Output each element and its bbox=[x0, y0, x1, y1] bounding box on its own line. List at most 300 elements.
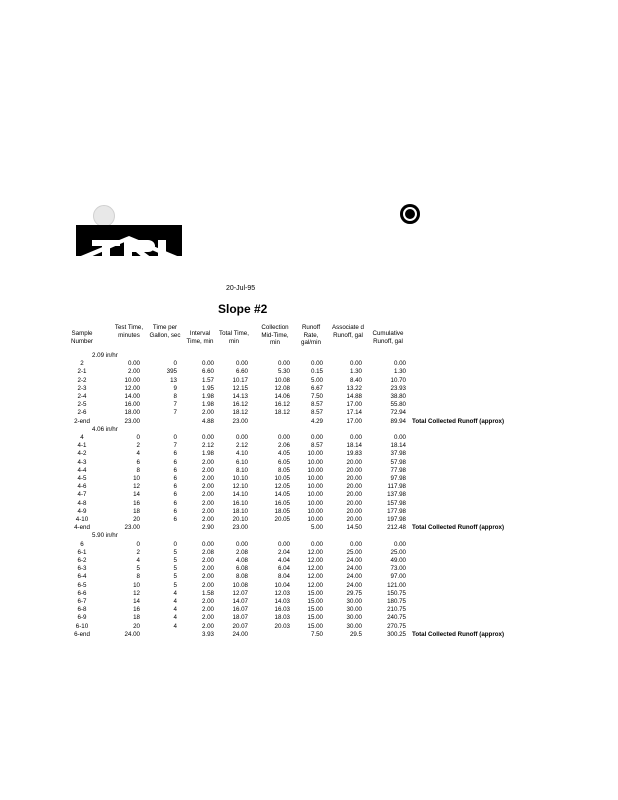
cell-total-time: 10.10 bbox=[232, 475, 248, 482]
cell-time-per-gallon: 5 bbox=[173, 557, 177, 564]
cell-test-time: 6 bbox=[136, 458, 140, 466]
cell-total-time: 20.10 bbox=[232, 516, 248, 523]
cell-associated-runoff: 20.00 bbox=[346, 491, 362, 499]
cell-total-time: 16.12 bbox=[232, 401, 248, 409]
cell-cumulative-runoff: 25.00 bbox=[390, 548, 406, 556]
cell-total-time: 0.00 bbox=[235, 434, 248, 441]
cell-sample: 2-2 bbox=[77, 376, 87, 384]
cell-test-time: 8 bbox=[136, 466, 140, 474]
cell-cumulative-runoff: 73.00 bbox=[390, 565, 406, 573]
cell-collection-mid-time: 8.05 bbox=[277, 466, 290, 474]
cell-associated-runoff: 14.50 bbox=[346, 524, 362, 532]
cell-interval-time: 0.00 bbox=[201, 360, 214, 368]
cell-associated-runoff: 20.00 bbox=[346, 516, 362, 523]
cell-runoff-rate: 0.00 bbox=[310, 360, 323, 368]
header-collection-mid-time: Collection Mid-Time, min bbox=[261, 324, 289, 347]
cell-cumulative-runoff: 180.75 bbox=[387, 598, 406, 605]
cell-cumulative-runoff: 212.48 bbox=[387, 524, 406, 532]
cell-interval-time: 2.00 bbox=[201, 622, 214, 630]
cell-test-time: 14 bbox=[133, 491, 140, 499]
cell-total-time: 23.00 bbox=[232, 524, 248, 532]
cell-sample: 4-8 bbox=[77, 499, 87, 507]
cell-runoff-rate: 6.67 bbox=[310, 384, 323, 392]
cell-time-per-gallon: 4 bbox=[173, 614, 177, 622]
cell-sample: 4-end bbox=[74, 524, 90, 532]
cell-cumulative-runoff: 177.98 bbox=[387, 507, 406, 515]
cell-collection-mid-time: 2.06 bbox=[277, 442, 290, 450]
cell-total-time: 6.60 bbox=[235, 368, 248, 376]
cell-total-time: 24.00 bbox=[232, 630, 248, 638]
cell-total-time: 0.00 bbox=[235, 540, 248, 548]
cell-sample: 2 bbox=[80, 360, 84, 368]
cell-collection-mid-time: 16.05 bbox=[274, 499, 290, 507]
cell-collection-mid-time: 20.03 bbox=[274, 622, 290, 630]
cell-cumulative-runoff: 57.98 bbox=[390, 458, 406, 466]
cell-cumulative-runoff: 121.00 bbox=[387, 581, 406, 589]
cell-runoff-rate: 4.29 bbox=[310, 417, 323, 425]
cell-time-per-gallon: 6 bbox=[173, 483, 177, 491]
cell-associated-runoff: 13.22 bbox=[346, 384, 362, 392]
cell-collection-mid-time: 12.08 bbox=[274, 384, 290, 392]
cell-interval-time: 2.00 bbox=[201, 573, 214, 581]
cell-cumulative-runoff: 0.00 bbox=[393, 434, 406, 441]
cell-total-time: 4.10 bbox=[235, 450, 248, 458]
cell-total-time: 4.08 bbox=[235, 557, 248, 564]
cell-associated-runoff: 30.00 bbox=[346, 622, 362, 630]
cell-associated-runoff: 24.00 bbox=[346, 565, 362, 573]
cell-interval-time: 1.95 bbox=[201, 384, 214, 392]
cell-runoff-rate: 5.00 bbox=[310, 376, 323, 384]
cell-collection-mid-time: 0.00 bbox=[277, 434, 290, 441]
cell-interval-time: 2.00 bbox=[201, 606, 214, 614]
cell-associated-runoff: 20.00 bbox=[346, 483, 362, 491]
rainfall-rate-label: 4.06 in/hr bbox=[92, 425, 118, 433]
cell-total-time: 10.17 bbox=[232, 376, 248, 384]
cell-cumulative-runoff: 210.75 bbox=[387, 606, 406, 614]
cell-cumulative-runoff: 38.80 bbox=[390, 393, 406, 400]
cell-total-time: 18.10 bbox=[232, 507, 248, 515]
cell-test-time: 2.00 bbox=[127, 368, 140, 376]
cell-interval-time: 2.90 bbox=[201, 524, 214, 532]
total-collected-note: Total Collected Runoff (approx) bbox=[412, 524, 505, 532]
cell-runoff-rate: 8.57 bbox=[310, 409, 323, 417]
cell-interval-time: 1.98 bbox=[201, 401, 214, 409]
cell-runoff-rate: 7.50 bbox=[310, 630, 323, 638]
cell-interval-time: 2.00 bbox=[201, 491, 214, 499]
cell-cumulative-runoff: 1.30 bbox=[393, 368, 406, 376]
cell-runoff-rate: 7.50 bbox=[310, 393, 323, 400]
cell-cumulative-runoff: 150.75 bbox=[387, 589, 406, 597]
cell-time-per-gallon: 395 bbox=[166, 368, 177, 376]
cell-interval-time: 6.60 bbox=[201, 368, 214, 376]
cell-associated-runoff: 17.00 bbox=[346, 401, 362, 409]
cell-test-time: 14 bbox=[133, 598, 140, 605]
tri-logo bbox=[76, 225, 182, 258]
cell-total-time: 6.08 bbox=[235, 565, 248, 573]
cell-collection-mid-time: 18.05 bbox=[274, 507, 290, 515]
table-row bbox=[72, 523, 532, 532]
cell-cumulative-runoff: 240.75 bbox=[387, 614, 406, 622]
cell-test-time: 16 bbox=[133, 499, 140, 507]
cell-collection-mid-time: 0.00 bbox=[277, 540, 290, 548]
cell-sample: 2-1 bbox=[77, 368, 87, 376]
cell-associated-runoff: 0.00 bbox=[349, 434, 362, 441]
cell-sample: 6-5 bbox=[77, 581, 87, 589]
cell-collection-mid-time: 5.30 bbox=[277, 368, 290, 376]
cell-runoff-rate: 12.00 bbox=[307, 581, 323, 589]
cell-total-time: 14.10 bbox=[232, 491, 248, 499]
cell-test-time: 0 bbox=[136, 540, 140, 548]
cell-interval-time: 2.00 bbox=[201, 516, 214, 523]
cell-associated-runoff: 25.00 bbox=[346, 548, 362, 556]
cell-interval-time: 0.00 bbox=[201, 434, 214, 441]
cell-cumulative-runoff: 37.98 bbox=[390, 450, 406, 458]
cell-associated-runoff: 17.00 bbox=[346, 417, 362, 425]
cell-associated-runoff: 24.00 bbox=[346, 557, 362, 564]
cell-total-time: 10.08 bbox=[232, 581, 248, 589]
cell-runoff-rate: 5.00 bbox=[310, 524, 323, 532]
cell-cumulative-runoff: 97.00 bbox=[390, 573, 406, 581]
cell-associated-runoff: 30.00 bbox=[346, 614, 362, 622]
cell-sample: 6-2 bbox=[77, 557, 87, 564]
cell-collection-mid-time: 14.03 bbox=[274, 598, 290, 605]
cell-collection-mid-time: 18.12 bbox=[274, 409, 290, 417]
cell-time-per-gallon: 9 bbox=[173, 384, 177, 392]
cell-cumulative-runoff: 77.98 bbox=[390, 466, 406, 474]
cell-associated-runoff: 1.30 bbox=[349, 368, 362, 376]
cell-sample: 6-6 bbox=[77, 589, 87, 597]
cell-sample: 2-3 bbox=[77, 384, 87, 392]
cell-collection-mid-time: 10.08 bbox=[274, 376, 290, 384]
cell-interval-time: 2.00 bbox=[201, 565, 214, 573]
cell-runoff-rate: 0.00 bbox=[310, 540, 323, 548]
cell-test-time: 20 bbox=[133, 516, 140, 523]
cell-sample: 6 bbox=[80, 540, 84, 548]
cell-runoff-rate: 15.00 bbox=[307, 622, 323, 630]
rainfall-rate-label: 5.90 in/hr bbox=[92, 532, 118, 540]
cell-interval-time: 2.00 bbox=[201, 475, 214, 482]
cell-associated-runoff: 24.00 bbox=[346, 573, 362, 581]
cell-sample: 4 bbox=[80, 434, 84, 441]
cell-collection-mid-time: 16.12 bbox=[274, 401, 290, 409]
cell-sample: 2-end bbox=[74, 417, 90, 425]
cell-associated-runoff: 17.14 bbox=[346, 409, 362, 417]
cell-cumulative-runoff: 72.94 bbox=[390, 409, 406, 417]
cell-interval-time: 1.57 bbox=[201, 376, 214, 384]
cell-runoff-rate: 10.00 bbox=[307, 499, 323, 507]
header-total-time: Total Time, min bbox=[219, 330, 249, 345]
cell-test-time: 20 bbox=[133, 622, 140, 630]
cell-associated-runoff: 24.00 bbox=[346, 581, 362, 589]
cell-interval-time: 2.00 bbox=[201, 466, 214, 474]
cell-runoff-rate: 15.00 bbox=[307, 589, 323, 597]
cell-interval-time: 2.00 bbox=[201, 507, 214, 515]
cell-time-per-gallon: 0 bbox=[173, 540, 177, 548]
cell-interval-time: 1.98 bbox=[201, 450, 214, 458]
cell-associated-runoff: 19.83 bbox=[346, 450, 362, 458]
cell-time-per-gallon: 6 bbox=[173, 499, 177, 507]
cell-interval-time: 3.93 bbox=[201, 630, 214, 638]
cell-time-per-gallon: 4 bbox=[173, 606, 177, 614]
cell-test-time: 18 bbox=[133, 614, 140, 622]
cell-runoff-rate: 8.57 bbox=[310, 401, 323, 409]
cell-sample: 4-4 bbox=[77, 466, 87, 474]
cell-total-time: 23.00 bbox=[232, 417, 248, 425]
cell-interval-time: 2.00 bbox=[201, 409, 214, 417]
cell-test-time: 10.00 bbox=[124, 376, 140, 384]
cell-time-per-gallon: 5 bbox=[173, 581, 177, 589]
cell-total-time: 16.07 bbox=[232, 606, 248, 614]
cell-interval-time: 1.98 bbox=[201, 393, 214, 400]
cell-test-time: 4 bbox=[136, 557, 140, 564]
cell-interval-time: 2.00 bbox=[201, 458, 214, 466]
cell-runoff-rate: 12.00 bbox=[307, 557, 323, 564]
cell-sample: 4-5 bbox=[77, 475, 87, 482]
cell-cumulative-runoff: 89.94 bbox=[390, 417, 406, 425]
cell-cumulative-runoff: 18.14 bbox=[390, 442, 406, 450]
cell-test-time: 12 bbox=[133, 589, 140, 597]
cell-total-time: 18.07 bbox=[232, 614, 248, 622]
cell-associated-runoff: 20.00 bbox=[346, 499, 362, 507]
cell-associated-runoff: 29.5 bbox=[349, 630, 362, 638]
total-collected-note: Total Collected Runoff (approx) bbox=[412, 630, 505, 638]
cell-test-time: 23.00 bbox=[124, 524, 140, 532]
cell-time-per-gallon: 4 bbox=[173, 598, 177, 605]
cell-time-per-gallon: 4 bbox=[173, 589, 177, 597]
header-runoff-rate: Runoff Rate, gal/min bbox=[301, 324, 321, 347]
cell-cumulative-runoff: 23.93 bbox=[390, 384, 406, 392]
cell-cumulative-runoff: 55.80 bbox=[390, 401, 406, 409]
cell-associated-runoff: 20.00 bbox=[346, 475, 362, 482]
cell-collection-mid-time: 14.05 bbox=[274, 491, 290, 499]
cell-associated-runoff: 29.75 bbox=[346, 589, 362, 597]
cell-total-time: 12.10 bbox=[232, 483, 248, 491]
cell-test-time: 14.00 bbox=[124, 393, 140, 400]
cell-test-time: 4 bbox=[136, 450, 140, 458]
cell-total-time: 2.08 bbox=[235, 548, 248, 556]
cell-total-time: 2.12 bbox=[235, 442, 248, 450]
cell-sample: 2-6 bbox=[77, 409, 87, 417]
cell-interval-time: 2.00 bbox=[201, 557, 214, 564]
cell-associated-runoff: 8.40 bbox=[349, 376, 362, 384]
cell-cumulative-runoff: 49.00 bbox=[390, 557, 406, 564]
cell-test-time: 2 bbox=[136, 442, 140, 450]
cell-test-time: 12.00 bbox=[124, 384, 140, 392]
cell-interval-time: 2.00 bbox=[201, 499, 214, 507]
cell-interval-time: 2.12 bbox=[201, 442, 214, 450]
cell-test-time: 23.00 bbox=[124, 417, 140, 425]
cell-collection-mid-time: 16.03 bbox=[274, 606, 290, 614]
cell-time-per-gallon: 6 bbox=[173, 450, 177, 458]
cell-time-per-gallon: 6 bbox=[173, 507, 177, 515]
cell-runoff-rate: 15.00 bbox=[307, 598, 323, 605]
cell-total-time: 12.15 bbox=[232, 384, 248, 392]
cell-collection-mid-time: 10.04 bbox=[274, 581, 290, 589]
cell-associated-runoff: 30.00 bbox=[346, 598, 362, 605]
cell-collection-mid-time: 14.06 bbox=[274, 393, 290, 400]
cell-time-per-gallon: 7 bbox=[173, 442, 177, 450]
cell-collection-mid-time: 6.05 bbox=[277, 458, 290, 466]
cell-time-per-gallon: 4 bbox=[173, 622, 177, 630]
cell-test-time: 2 bbox=[136, 548, 140, 556]
cell-interval-time: 2.00 bbox=[201, 598, 214, 605]
cell-associated-runoff: 0.00 bbox=[349, 540, 362, 548]
cell-cumulative-runoff: 0.00 bbox=[393, 540, 406, 548]
cell-test-time: 12 bbox=[133, 483, 140, 491]
cell-sample: 6-3 bbox=[77, 565, 87, 573]
cell-associated-runoff: 0.00 bbox=[349, 360, 362, 368]
cell-cumulative-runoff: 117.98 bbox=[387, 483, 406, 491]
cell-interval-time: 2.00 bbox=[201, 483, 214, 491]
cell-interval-time: 4.88 bbox=[201, 417, 214, 425]
report-date: 20-Jul-95 bbox=[226, 285, 256, 292]
cell-collection-mid-time: 4.04 bbox=[277, 557, 290, 564]
punch-hole-right bbox=[400, 204, 420, 224]
cell-test-time: 18.00 bbox=[124, 409, 140, 417]
cell-sample: 4-9 bbox=[77, 507, 87, 515]
cell-test-time: 10 bbox=[133, 475, 140, 482]
cell-sample: 4-2 bbox=[77, 450, 87, 458]
cell-associated-runoff: 20.00 bbox=[346, 458, 362, 466]
cell-interval-time: 2.00 bbox=[201, 581, 214, 589]
cell-time-per-gallon: 8 bbox=[173, 393, 177, 400]
cell-time-per-gallon: 7 bbox=[173, 401, 177, 409]
cell-total-time: 6.10 bbox=[235, 458, 248, 466]
cell-sample: 6-end bbox=[74, 630, 90, 638]
cell-cumulative-runoff: 97.98 bbox=[390, 475, 406, 482]
cell-runoff-rate: 10.00 bbox=[307, 483, 323, 491]
cell-sample: 4-7 bbox=[77, 491, 87, 499]
cell-cumulative-runoff: 137.98 bbox=[387, 491, 406, 499]
cell-collection-mid-time: 2.04 bbox=[277, 548, 290, 556]
cell-collection-mid-time: 4.05 bbox=[277, 450, 290, 458]
cell-sample: 6-10 bbox=[75, 622, 89, 630]
cell-sample: 4-3 bbox=[77, 458, 87, 466]
cell-associated-runoff: 18.14 bbox=[346, 442, 362, 450]
cell-collection-mid-time: 18.03 bbox=[274, 614, 290, 622]
cell-associated-runoff: 20.00 bbox=[346, 507, 362, 515]
cell-cumulative-runoff: 270.75 bbox=[387, 622, 406, 630]
cell-runoff-rate: 10.00 bbox=[307, 491, 323, 499]
cell-sample: 2-4 bbox=[77, 393, 87, 400]
cell-total-time: 8.08 bbox=[235, 573, 248, 581]
cell-test-time: 16.00 bbox=[124, 401, 140, 409]
rainfall-rate-label: 2.09 in/hr bbox=[92, 352, 118, 359]
cell-cumulative-runoff: 10.70 bbox=[390, 376, 406, 384]
cell-interval-time: 1.58 bbox=[201, 589, 214, 597]
cell-sample: 6-8 bbox=[77, 606, 87, 614]
total-collected-note: Total Collected Runoff (approx) bbox=[412, 417, 505, 425]
cell-time-per-gallon: 7 bbox=[173, 409, 177, 417]
cell-time-per-gallon: 6 bbox=[173, 466, 177, 474]
cell-cumulative-runoff: 157.98 bbox=[387, 499, 406, 507]
cell-collection-mid-time: 10.05 bbox=[274, 475, 290, 482]
cell-total-time: 20.07 bbox=[232, 622, 248, 630]
cell-runoff-rate: 10.00 bbox=[307, 450, 323, 458]
cell-collection-mid-time: 12.05 bbox=[274, 483, 290, 491]
cell-runoff-rate: 12.00 bbox=[307, 565, 323, 573]
cell-runoff-rate: 10.00 bbox=[307, 466, 323, 474]
cell-time-per-gallon: 5 bbox=[173, 573, 177, 581]
cell-time-per-gallon: 6 bbox=[173, 516, 177, 523]
cell-runoff-rate: 0.15 bbox=[310, 368, 323, 376]
cell-sample: 4-6 bbox=[77, 483, 87, 491]
cell-test-time: 8 bbox=[136, 573, 140, 581]
cell-sample: 4-10 bbox=[75, 516, 89, 523]
cell-sample: 4-1 bbox=[77, 442, 87, 450]
cell-time-per-gallon: 13 bbox=[170, 376, 177, 384]
cell-total-time: 0.00 bbox=[235, 360, 248, 368]
cell-sample: 6-9 bbox=[77, 614, 87, 622]
cell-sample: 6-4 bbox=[77, 573, 87, 581]
cell-collection-mid-time: 6.04 bbox=[277, 565, 290, 573]
cell-total-time: 12.07 bbox=[232, 589, 248, 597]
cell-test-time: 24.00 bbox=[124, 630, 140, 638]
cell-total-time: 16.10 bbox=[232, 499, 248, 507]
cell-runoff-rate: 0.00 bbox=[310, 434, 323, 441]
cell-time-per-gallon: 0 bbox=[173, 360, 177, 368]
cell-sample: 2-5 bbox=[77, 401, 87, 409]
cell-runoff-rate: 10.00 bbox=[307, 507, 323, 515]
cell-runoff-rate: 10.00 bbox=[307, 516, 323, 523]
table-row bbox=[72, 417, 532, 426]
cell-sample: 6-1 bbox=[77, 548, 87, 556]
cell-runoff-rate: 10.00 bbox=[307, 475, 323, 482]
cell-time-per-gallon: 0 bbox=[173, 434, 177, 441]
header-sample: Sample Number bbox=[70, 330, 93, 345]
cell-runoff-rate: 15.00 bbox=[307, 606, 323, 614]
cell-cumulative-runoff: 0.00 bbox=[393, 360, 406, 368]
cell-time-per-gallon: 6 bbox=[173, 458, 177, 466]
cell-cumulative-runoff: 197.98 bbox=[387, 516, 406, 523]
cell-runoff-rate: 10.00 bbox=[307, 458, 323, 466]
header-interval-time: Interval Time, min bbox=[186, 330, 214, 345]
slope-title: Slope #2 bbox=[218, 302, 268, 316]
cell-interval-time: 2.00 bbox=[201, 614, 214, 622]
cell-collection-mid-time: 8.04 bbox=[277, 573, 290, 581]
cell-total-time: 14.07 bbox=[232, 598, 248, 605]
cell-total-time: 8.10 bbox=[235, 466, 248, 474]
cell-runoff-rate: 15.00 bbox=[307, 614, 323, 622]
cell-runoff-rate: 8.57 bbox=[310, 442, 323, 450]
cell-time-per-gallon: 5 bbox=[173, 565, 177, 573]
cell-associated-runoff: 14.88 bbox=[346, 393, 362, 400]
cell-time-per-gallon: 5 bbox=[173, 548, 177, 556]
cell-associated-runoff: 20.00 bbox=[346, 466, 362, 474]
cell-collection-mid-time: 0.00 bbox=[277, 360, 290, 368]
cell-test-time: 10 bbox=[133, 581, 140, 589]
cell-runoff-rate: 12.00 bbox=[307, 548, 323, 556]
cell-collection-mid-time: 12.03 bbox=[274, 589, 290, 597]
cell-associated-runoff: 30.00 bbox=[346, 606, 362, 614]
table-row bbox=[72, 630, 532, 639]
header-time-per-gallon: Time per Gallon, sec bbox=[149, 324, 181, 339]
cell-interval-time: 0.00 bbox=[201, 540, 214, 548]
cell-total-time: 14.13 bbox=[232, 393, 248, 400]
cell-collection-mid-time: 20.05 bbox=[274, 516, 290, 523]
cell-test-time: 16 bbox=[133, 606, 140, 614]
header-associated-runoff: Associate d Runoff, gal bbox=[332, 324, 364, 339]
header-test-time: Test Time, minutes bbox=[114, 324, 144, 339]
cell-test-time: 0 bbox=[136, 434, 140, 441]
cell-total-time: 18.12 bbox=[232, 409, 248, 417]
header-cumulative-runoff: Cumulative Runoff, gal bbox=[372, 330, 404, 345]
cell-interval-time: 2.08 bbox=[201, 548, 214, 556]
cell-cumulative-runoff: 300.25 bbox=[387, 630, 406, 638]
cell-test-time: 5 bbox=[136, 565, 140, 573]
cell-test-time: 18 bbox=[133, 507, 140, 515]
cell-runoff-rate: 12.00 bbox=[307, 573, 323, 581]
